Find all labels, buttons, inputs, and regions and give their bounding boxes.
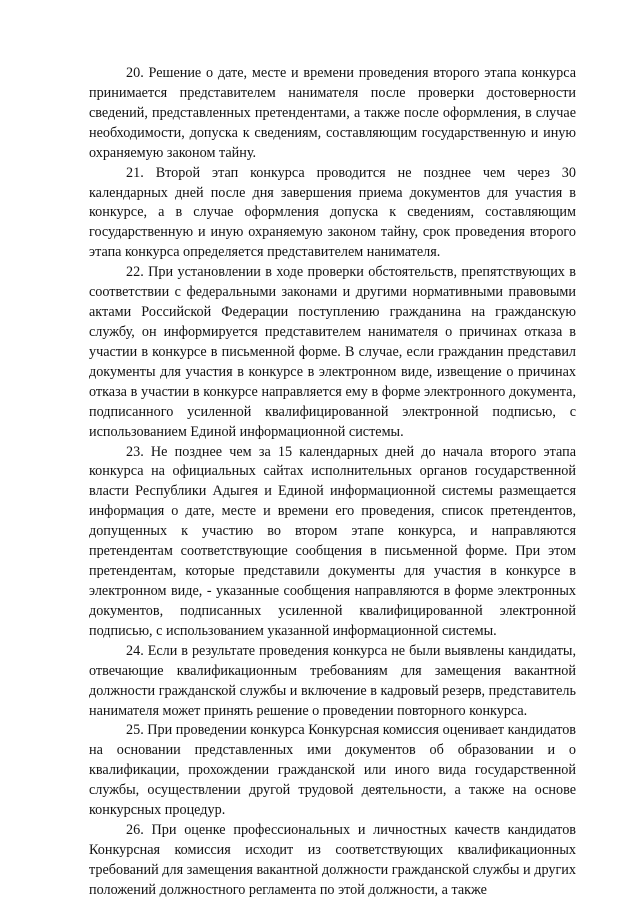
paragraph-25: 25. При проведении конкурса Конкурсная комиссия оценивает кандидатов на основании представленных ими документов об образовании и о квалификации, прохождении гражданской или иного вида государственной службы, осуществлении другой трудовой деятельности, а также на основе конкурсных процедур. bbox=[89, 722, 576, 819]
paragraph-23: 23. Не позднее чем за 15 календарных дней до начала второго этапа конкурса на официальных сайтах исполнительных органов государственной власти Республики Адыгея и Единой информационной системы размещается информация о дате, месте и времени его проведения, список претендентов, допущенных к участию во втором этапе конкурса, и направляются претендентам соответствующие сообщения в письменной форме. При этом претендентам, которые представили документы для участия в конкурсе в электронном виде, - указанные сообщения направляются в форме электронных документов, подписанных усиленной квалифицированной электронной подписью, с использованием указанной информационной системы. bbox=[89, 443, 576, 639]
paragraph-21: 21. Второй этап конкурса проводится не позднее чем через 30 календарных дней после дня завершения приема документов для участия в конкурсе, а в случае оформления допуска к сведениям, составляющим государственную и иную охраняемую законом тайну, срок проведения второго этапа конкурса определяется представителем нанимателя. bbox=[89, 164, 576, 261]
paragraph-24: 24. Если в результате проведения конкурса не были выявлены кандидаты, отвечающие квалификационным требованиям для замещения вакантной должности гражданской службы и включение в кадровый резерв, представитель нанимателя может принять решение о проведении повторного конкурса. bbox=[89, 642, 576, 719]
paragraph-20: 20. Решение о дате, месте и времени проведения второго этапа конкурса принимается представителем нанимателя после проверки достоверности сведений, представленных претендентами, а также после оформления, в случае необходимости, допуска к сведениям, составляющим государственную и иную охраняемую законом тайну. bbox=[89, 65, 576, 161]
document-body bbox=[89, 64, 576, 901]
paragraph-26: 26. При оценке профессиональных и личностных качеств кандидатов Конкурсная комиссия исходит из соответствующих квалификационных требований для замещения вакантной должности гражданской службы и других положений должностного регламента по этой должности, а также bbox=[89, 822, 576, 898]
paragraph-22: 22. При установлении в ходе проверки обстоятельств, препятствующих в соответствии с федеральными законами и другими нормативными правовыми актами Российской Федерации поступлению гражданина на гражданскую службу, он информируется представителем нанимателя о причинах отказа в участии в конкурсе в письменной форме. В случае, если гражданин представил документы для участия в конкурсе в электронном виде, извещение о причинах отказа в участии в конкурсе направляется ему в форме электронного документа, подписанного усиленной квалифицированной электронной подписью, с использованием Единой информационной системы. bbox=[89, 264, 576, 440]
